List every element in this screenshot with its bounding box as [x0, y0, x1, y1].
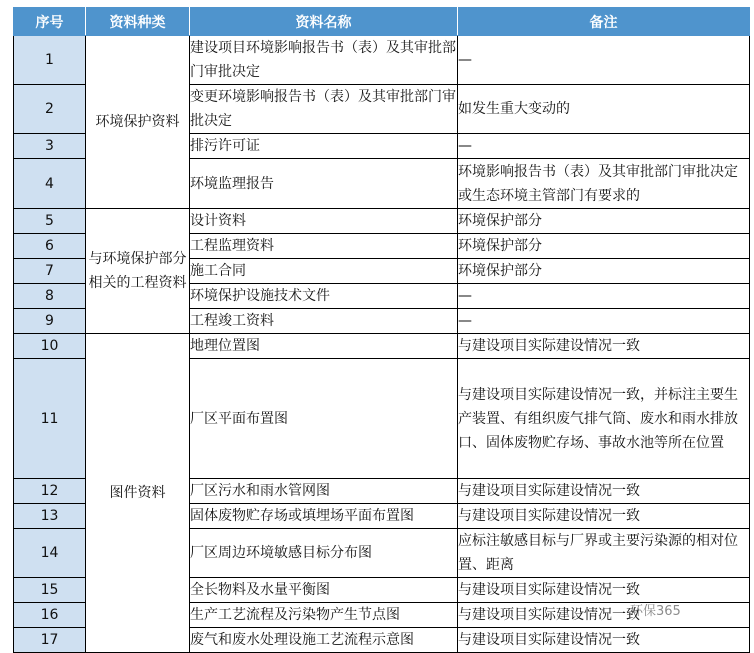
row-name: 全长物料及水量平衡图: [190, 578, 458, 603]
row-number: 9: [14, 309, 86, 334]
header-name: 资料名称: [190, 8, 458, 36]
row-number: 16: [14, 603, 86, 628]
row-number: 3: [14, 134, 86, 159]
row-number: 1: [14, 36, 86, 85]
category-figures: 图件资料: [86, 334, 190, 653]
row-number: 17: [14, 628, 86, 653]
table-row: [14, 209, 750, 234]
row-name: 生产工艺流程及污染物产生节点图: [190, 603, 458, 628]
row-name: 地理位置图: [190, 334, 458, 359]
header-number: 序号: [14, 8, 86, 36]
row-number: 6: [14, 234, 86, 259]
row-name: 工程竣工资料: [190, 309, 458, 334]
row-note: 环境保护部分: [458, 234, 750, 259]
row-note: —: [458, 309, 750, 334]
row-note: 与建设项目实际建设情况一致: [458, 479, 750, 504]
header-row: [14, 8, 750, 36]
watermark: 环保365: [630, 604, 681, 619]
row-number: 15: [14, 578, 86, 603]
row-note: 环境影响报告书（表）及其审批部门审批决定或生态环境主管部门有要求的: [458, 159, 750, 209]
row-number: 4: [14, 159, 86, 209]
row-note: 与建设项目实际建设情况一致: [458, 504, 750, 529]
row-name: 施工合同: [190, 259, 458, 284]
row-name: 厂区平面布置图: [190, 359, 458, 479]
row-number: 5: [14, 209, 86, 234]
row-note: —: [458, 284, 750, 309]
row-number: 8: [14, 284, 86, 309]
row-number: 12: [14, 479, 86, 504]
row-name: 变更环境影响报告书（表）及其审批部门审批决定: [190, 85, 458, 134]
row-note: 与建设项目实际建设情况一致: [458, 334, 750, 359]
row-name: 工程监理资料: [190, 234, 458, 259]
row-number: 11: [14, 359, 86, 479]
row-note: 环境保护部分: [458, 259, 750, 284]
row-name: 厂区污水和雨水管网图: [190, 479, 458, 504]
row-number: 7: [14, 259, 86, 284]
row-name: 厂区周边环境敏感目标分布图: [190, 529, 458, 578]
row-note: 与建设项目实际建设情况一致: [458, 603, 750, 628]
header-note: 备注: [458, 8, 750, 36]
row-name: 建设项目环境影响报告书（表）及其审批部门审批决定: [190, 36, 458, 85]
row-note: 应标注敏感目标与厂界或主要污染源的相对位置、距离: [458, 529, 750, 578]
row-name: 环境监理报告: [190, 159, 458, 209]
row-note: 与建设项目实际建设情况一致: [458, 578, 750, 603]
table-row: [14, 36, 750, 85]
row-name: 设计资料: [190, 209, 458, 234]
row-name: 环境保护设施技术文件: [190, 284, 458, 309]
row-note: 环境保护部分: [458, 209, 750, 234]
row-name: 排污许可证: [190, 134, 458, 159]
row-number: 10: [14, 334, 86, 359]
row-note: —: [458, 36, 750, 85]
category-env: 环境保护资料: [86, 36, 190, 209]
table-row: [14, 334, 750, 359]
row-number: 13: [14, 504, 86, 529]
row-note: 与建设项目实际建设情况一致: [458, 628, 750, 653]
header-category: 资料种类: [86, 8, 190, 36]
row-note: 如发生重大变动的: [458, 85, 750, 134]
documents-table: [13, 7, 750, 653]
row-note: —: [458, 134, 750, 159]
row-name: 固体废物贮存场或填埋场平面布置图: [190, 504, 458, 529]
row-number: 14: [14, 529, 86, 578]
category-related: 与环境保护部分相关的工程资料: [86, 209, 190, 334]
row-name: 废气和废水处理设施工艺流程示意图: [190, 628, 458, 653]
row-note: 与建设项目实际建设情况一致，并标注主要生产装置、有组织废气排气筒、废水和雨水排放口、固体废物贮存场、事故水池等所在位置: [458, 359, 750, 479]
row-number: 2: [14, 85, 86, 134]
